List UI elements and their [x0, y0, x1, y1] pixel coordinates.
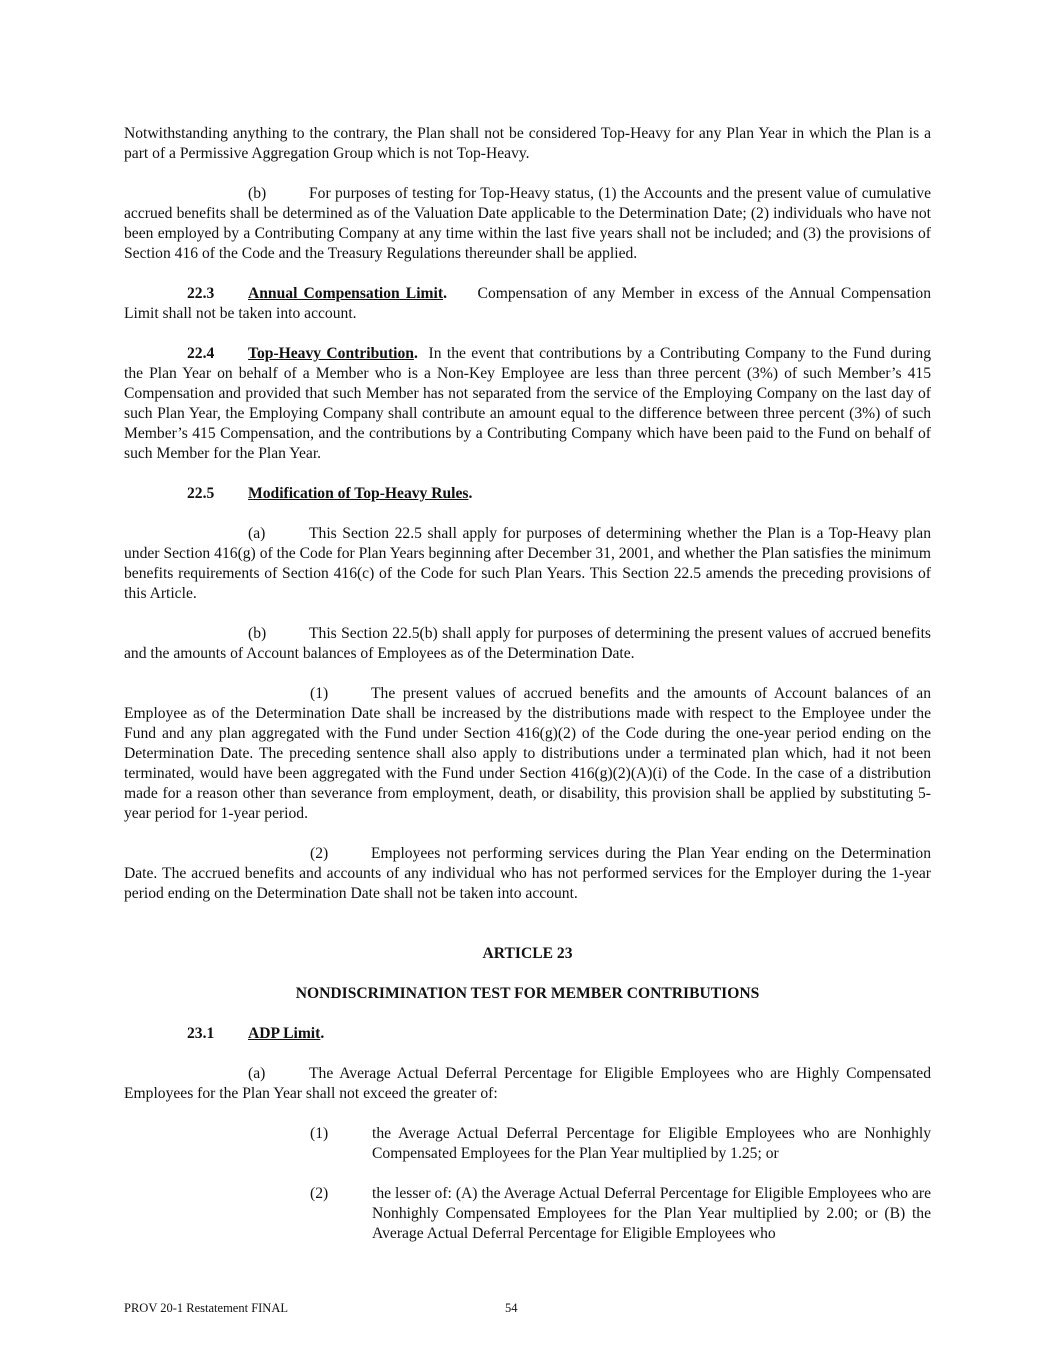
paragraph-top-heavy-testing	[124, 184, 931, 264]
section-23-1-a	[124, 1064, 931, 1104]
paragraph-text: This Section 22.5 shall apply for purposes of determining whether the Plan is a Top-Heavy plan under Section 416(g) of the Code for Plan Years beginning after December 31, 2001, and whether the Plan satisfies the minimum benefits requirements of Section 416(c) of the Code for such Plan Years. This Section 22.5 amends the preceding provisions of this Article.	[124, 525, 931, 602]
section-number: 23.1	[187, 1025, 215, 1042]
list-marker: (2)	[310, 1185, 329, 1202]
section-22-5-b-2	[124, 844, 931, 904]
paragraph-marker: (a)	[248, 1065, 266, 1082]
section-22-4: 22.4 Top-Heavy Contribution. In the event that contributions by a Contributing Company to the Fund during the Plan Year on behalf of a Member who is a Non-Key Employee are less than three percent (3%) of such Member’s 415 Compensation and provided that such Member has not separated from the service of the Employing Company on the last day of such Plan Year, the Employing Company shall contribute an amount equal to the difference between three percent (3%) of such Member’s 415 Compensation, and the contributions by a Contributing Company which have been paid to the Fund on behalf of such Member for the Plan Year.	[124, 345, 931, 462]
section-number: 22.4	[187, 345, 215, 362]
section-23-1-a-item-1	[124, 1124, 931, 1164]
section-23-1-a-item-2	[124, 1184, 931, 1244]
paragraph-marker: (a)	[248, 525, 266, 542]
paragraph-text: The present values of accrued benefits and the amounts of Account balances of an Employee as of the Determination Date shall be increased by the distributions made with respect to the Employee under the Fund and any plan aggregated with the Fund under Section 416(g)(2) of the Code during the one-year period ending on the Determination Date. The preceding sentence shall also apply to distributions under a terminated plan which, had it not been terminated, would have been aggregated with the Fund under Section 416(g)(2)(A)(i) of the Code. In the case of a distribution made for a reason other than severance from employment, death, or disability, this provision shall be applied by substituting 5-year period for 1-year period.	[124, 685, 931, 822]
section-22-5-a	[124, 524, 931, 604]
section-22-3: 22.3 Annual Compensation Limit. Compensation of any Member in excess of the Annual Compensation Limit shall not be taken into account.	[124, 285, 931, 322]
list-marker: (1)	[310, 1125, 329, 1142]
paragraph-marker: (b)	[248, 185, 267, 202]
section-heading: Modification of Top-Heavy Rules	[248, 485, 469, 502]
paragraph-text: Employees not performing services during the Plan Year ending on the Determination Date. The accrued benefits and accounts of any individual who has not performed services for the Employer during the 1-year period ending on the Determination Date shall not be taken into account.	[124, 845, 931, 902]
article-number: ARTICLE 23	[482, 945, 573, 962]
list-item-text: the lesser of: (A) the Average Actual Deferral Percentage for Eligible Employees who are Nonhighly Compensated Employees for the Plan Year multiplied by 2.00; or (B) the Average Actual Deferral Percentage for Eligible Employees who	[372, 1185, 931, 1242]
footer-page-number: 54	[505, 1301, 518, 1315]
paragraph-text: Notwithstanding anything to the contrary, the Plan shall not be considered Top-Heavy for any Plan Year in which the Plan is a part of a Permissive Aggregation Group which is not Top-Heavy.	[124, 125, 931, 162]
section-22-5-b	[124, 624, 931, 664]
section-22-5-b-1	[124, 684, 931, 824]
paragraph-marker: (1)	[310, 685, 329, 702]
section-text: Compensation of any Member in excess of the Annual Compensation Limit shall not be taken into account.	[124, 285, 931, 322]
section-number: 22.3	[187, 285, 215, 302]
article-title: NONDISCRIMINATION TEST FOR MEMBER CONTRIBUTIONS	[295, 985, 760, 1002]
section-number: 22.5	[187, 485, 215, 502]
list-item-text: the Average Actual Deferral Percentage for Eligible Employees who are Nonhighly Compensated Employees for the Plan Year multiplied by 1.25; or	[372, 1125, 931, 1162]
section-22-5-heading: 22.5 Modification of Top-Heavy Rules.	[187, 485, 473, 502]
paragraph-marker: (2)	[310, 845, 329, 862]
document-page	[124, 124, 931, 1264]
paragraph-text: The Average Actual Deferral Percentage for Eligible Employees who are Highly Compensated Employees for the Plan Year shall not exceed the greater of:	[124, 1065, 931, 1102]
section-text: In the event that contributions by a Contributing Company to the Fund during the Plan Year on behalf of a Member who is a Non-Key Employee are less than three percent (3%) of such Member’s 415 Compensation and provided that such Member has not separated from the service of the Employing Company on the last day of such Plan Year, the Employing Company shall contribute an amount equal to the difference between three percent (3%) of such Member’s 415 Compensation, and the contributions by a Contributing Company which have been paid to the Fund on behalf of such Member for the Plan Year.	[124, 345, 931, 462]
paragraph-permissive-aggregation	[124, 124, 931, 164]
section-heading: Top-Heavy Contribution	[248, 345, 414, 362]
section-heading: Annual Compensation Limit	[248, 285, 444, 302]
paragraph-marker: (b)	[248, 625, 267, 642]
section-23-1-heading: 23.1 ADP Limit.	[187, 1025, 325, 1042]
paragraph-text: This Section 22.5(b) shall apply for purposes of determining the present values of accrued benefits and the amounts of Account balances of Employees as of the Determination Date.	[124, 625, 931, 662]
paragraph-text: For purposes of testing for Top-Heavy status, (1) the Accounts and the present value of cumulative accrued benefits shall be determined as of the Valuation Date applicable to the Determination Date; (2) individuals who have not been employed by a Contributing Company at any time within the last five years shall not be included; and (3) the provisions of Section 416 of the Code and the Treasury Regulations thereunder shall be applied.	[124, 185, 931, 262]
section-heading: ADP Limit	[248, 1025, 321, 1042]
footer-doc-id: PROV 20-1 Restatement FINAL	[124, 1301, 288, 1315]
